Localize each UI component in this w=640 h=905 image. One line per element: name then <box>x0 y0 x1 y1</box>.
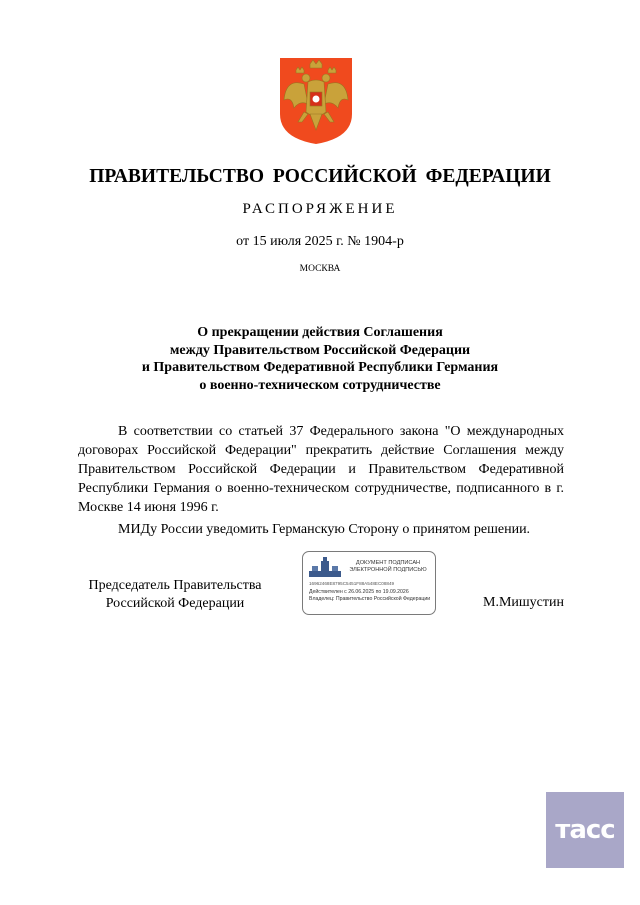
government-building-icon <box>309 557 341 577</box>
subject-line: о военно-техническом сотрудничестве <box>199 377 441 393</box>
document-subject <box>80 324 560 394</box>
subject-line: между Правительством Российской Федерации <box>169 342 471 358</box>
body-paragraph-1: В соответствии со статьей 37 Федерального закона "О международных договорах Российской Федерации" прекратить действие Соглашения между Правительством Российской Федерации и Правительством Федеративной Республики Германия о военно-техническом сотрудничестве, подписанного в г. Москве 14 июня 1996 г. <box>78 424 564 515</box>
stamp-validity: Действителен с 26.06.2025 по 19.09.2026 <box>309 589 409 595</box>
subject-line: и Правительством Федеративной Республики Германия <box>141 360 499 375</box>
stamp-certificate: 16962468E8795C5451F88A548EC08849 <box>309 581 395 586</box>
electronic-signature-stamp <box>302 551 436 615</box>
tass-watermark: тасс <box>546 792 624 868</box>
signer-position-line: Российской Федерации <box>105 596 245 611</box>
body-paragraph-2: МИДу России уведомить Германскую Сторону о принятом решении. <box>118 522 531 537</box>
stamp-owner: Владелец: Правительство Российской Федерации <box>309 596 431 602</box>
stamp-header-line: ДОКУМЕНТ ПОДПИСАН <box>355 560 421 566</box>
coat-of-arms-icon <box>276 56 356 146</box>
signer-name: М.Мишустин <box>483 595 564 610</box>
document-city: МОСКВА <box>299 264 341 274</box>
government-title: ПРАВИТЕЛЬСТВО РОССИЙСКОЙ ФЕДЕРАЦИИ <box>89 166 551 187</box>
subject-line: О прекращении действия Соглашения <box>197 325 443 340</box>
document-date-number: от 15 июля 2025 г. № 1904-р <box>236 234 404 249</box>
stamp-header <box>341 560 435 574</box>
document-type: РАСПОРЯЖЕНИЕ <box>242 201 398 217</box>
signer-position <box>70 577 280 613</box>
signer-position-line: Председатель Правительства <box>88 578 262 593</box>
stamp-header-line: ЭЛЕКТРОННОЙ ПОДПИСЬЮ <box>349 567 427 573</box>
